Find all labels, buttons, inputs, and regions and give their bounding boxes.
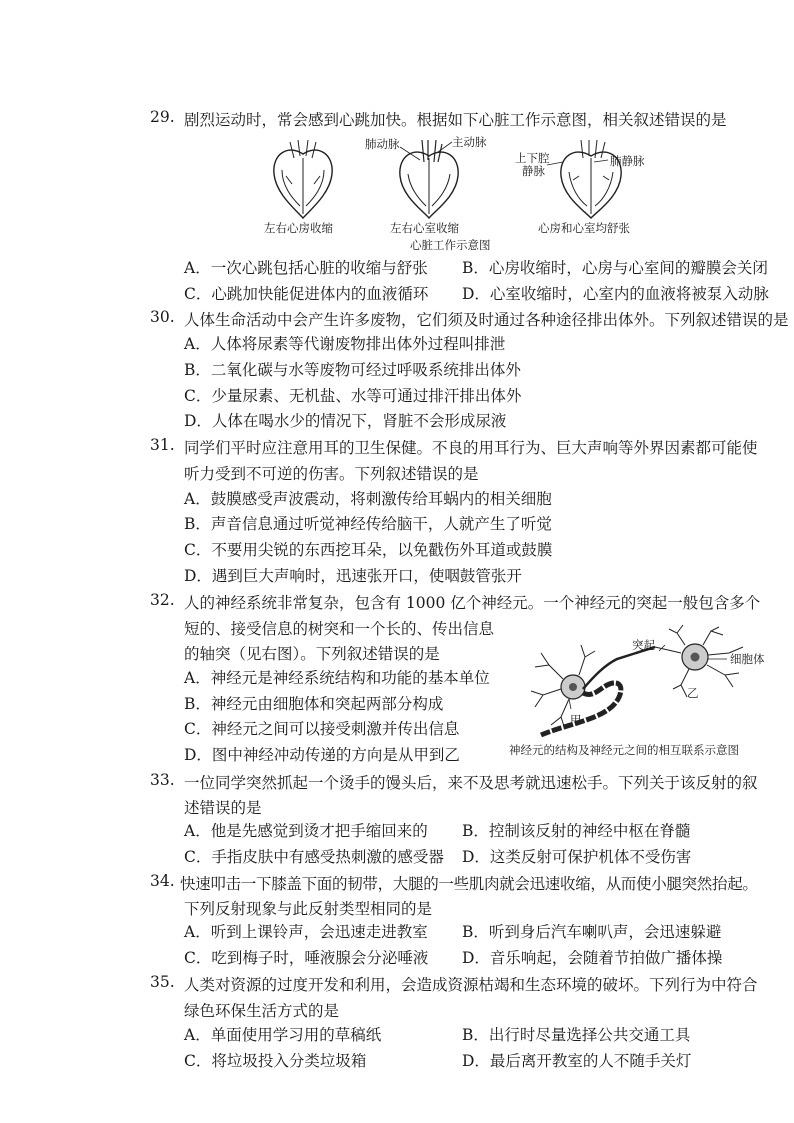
q34-option-c[interactable]: C．吃到梅子时，唾液腺会分泌唾液 (184, 949, 429, 967)
q30-number: 30. (150, 308, 175, 326)
q30-option-d[interactable]: D．人体在喝水少的情况下，肾脏不会形成尿液 (184, 412, 507, 430)
q35-stem-line1: 人类对资源的过度开发和利用，会造成资源枯竭和生态环境的破坏。下列行为中符合 (184, 976, 758, 994)
q35-number: 35. (150, 973, 175, 991)
q30-stem: 人体生命活动中会产生许多废物，它们须及时通过各种途径排出体外。下列叙述错误的是 (184, 311, 789, 329)
q33-option-b[interactable]: B．控制该反射的神经中枢在脊髓 (462, 822, 691, 840)
caption-ventricular-contraction: 左右心室收缩 (390, 221, 459, 235)
caption-diastole: 心房和心室均舒张 (538, 221, 630, 235)
q33-stem-line1: 一位同学突然抓起一个烫手的馒头后，来不及思考就迅速松手。下列关于该反射的叙 (184, 774, 758, 792)
q32-option-a[interactable]: A．神经元是神经系统结构和功能的基本单位 (184, 669, 490, 687)
label-process: 突起 (632, 638, 655, 652)
q32-stem-line3: 的轴突（见右图）。下列叙述错误的是 (184, 645, 440, 663)
label-pulmonary-artery: 肺动脉 (365, 137, 400, 151)
q35-option-b[interactable]: B．出行时尽量选择公共交通工具 (462, 1026, 691, 1044)
q32-option-d[interactable]: D．图中神经冲动传递的方向是从甲到乙 (184, 746, 460, 764)
label-cell-body: 细胞体 (730, 652, 765, 666)
q33-option-d[interactable]: D．这类反射可保护机体不受伤害 (462, 848, 692, 866)
q29-option-b[interactable]: B．心房收缩时，心房与心室间的瓣膜会关闭 (462, 259, 768, 277)
figure-title: 心脏工作示意图 (410, 238, 491, 252)
label-aorta: 主动脉 (452, 135, 487, 149)
q31-option-c[interactable]: C．不要用尖锐的东西挖耳朵，以免戳伤外耳道或鼓膜 (184, 541, 553, 559)
q34-number: 34. (150, 872, 175, 890)
label-vena-cava-2: 静脉 (522, 164, 545, 178)
q32-option-b[interactable]: B．神经元由细胞体和突起两部分构成 (184, 695, 444, 713)
q31-option-a[interactable]: A．鼓膜感受声波震动，将刺激传给耳蜗内的相关细胞 (184, 490, 552, 508)
label-pulmonary-vein: 肺静脉 (610, 154, 645, 168)
q29-stem: 剧烈运动时，常会感到心跳加快。根据如下心脏工作示意图，相关叙述错误的是 (184, 111, 727, 129)
q31-option-d[interactable]: D．遇到巨大声响时，迅速张开口，使咽鼓管张开 (184, 567, 522, 585)
q31-stem-line2: 听力受到不可逆的伤害。下列叙述错误的是 (184, 465, 479, 483)
q34-option-d[interactable]: D．音乐响起，会随着节拍做广播体操 (462, 949, 723, 967)
q34-stem-line1: 快速叩击一下膝盖下面的韧带，大腿的一些肌肉就会迅速收缩，从而使小腿突然抬起。 (180, 875, 758, 893)
q34-option-a[interactable]: A．听到上课铃声，会迅速走进教室 (184, 923, 428, 941)
q33-option-a[interactable]: A．他是先感觉到烫才把手缩回来的 (184, 822, 428, 840)
q29-option-d[interactable]: D．心室收缩时，心室内的血液将被泵入动脉 (462, 285, 769, 303)
q33-option-c[interactable]: C．手指皮肤中有感受热刺激的感受器 (184, 848, 444, 866)
q30-option-a[interactable]: A．人体将尿素等代谢废物排出体外过程叫排泄 (184, 335, 506, 353)
q34-option-b[interactable]: B．听到身后汽车喇叭声，会迅速躲避 (462, 923, 722, 941)
q35-option-d[interactable]: D．最后离开教室的人不随手关灯 (462, 1052, 692, 1070)
q29-option-c[interactable]: C．心跳加快能促进体内的血液循环 (184, 285, 429, 303)
q31-option-b[interactable]: B．声音信息通过听觉神经传给脑干，人就产生了听觉 (184, 515, 552, 533)
q31-stem-line1: 同学们平时应注意用耳的卫生保健。不良的用耳行为、巨大声响等外界因素都可能使 (184, 439, 758, 457)
q35-option-c[interactable]: C．将垃圾投入分类垃圾箱 (184, 1052, 367, 1070)
q30-option-b[interactable]: B．二氧化碳与水等废物可经过呼吸系统排出体外 (184, 361, 521, 379)
neuron-figure-caption: 神经元的结构及神经元之间的相互联系示意图 (509, 743, 739, 757)
q32-stem-line1: 人的神经系统非常复杂，包含有 1000 亿个神经元。一个神经元的突起一般包含多个 (184, 594, 761, 612)
q32-stem-line2: 短的、接受信息的树突和一个长的、传出信息 (184, 620, 495, 638)
q30-option-c[interactable]: C．少量尿素、无机盐、水等可通过排汗排出体外 (184, 387, 522, 405)
q35-stem-line2: 绿色环保生活方式的是 (184, 1002, 340, 1020)
q33-stem-line2: 述错误的是 (184, 799, 262, 817)
label-jia: 甲 (570, 713, 582, 727)
q29-option-a[interactable]: A．一次心跳包括心脏的收缩与舒张 (184, 259, 428, 277)
q32-option-c[interactable]: C．神经元之间可以接受刺激并传出信息 (184, 720, 460, 738)
q34-stem-line2: 下列反射现象与此反射类型相同的是 (184, 900, 433, 918)
caption-atrial-contraction: 左右心房收缩 (264, 221, 333, 235)
q29-number: 29. (150, 108, 175, 126)
q35-option-a[interactable]: A．单面使用学习用的草稿纸 (184, 1026, 382, 1044)
label-vena-cava-1: 上下腔 (515, 151, 550, 165)
q31-number: 31. (150, 436, 175, 454)
q33-number: 33. (150, 771, 175, 789)
label-yi: 乙 (687, 686, 699, 700)
q32-number: 32. (150, 591, 175, 609)
